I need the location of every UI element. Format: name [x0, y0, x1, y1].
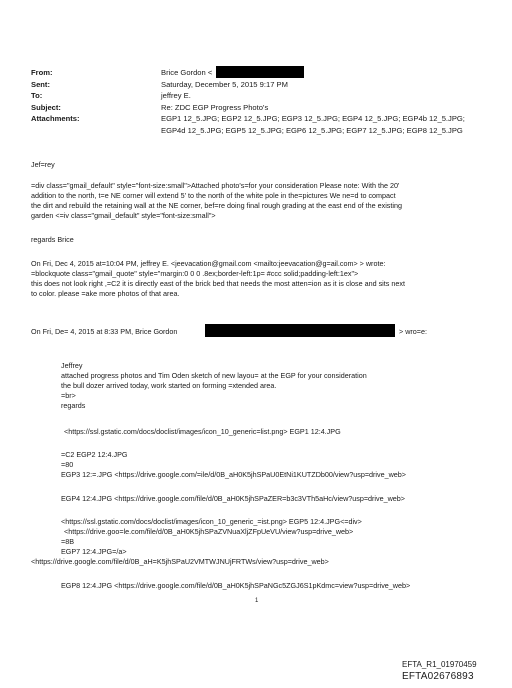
reference-id: EFTA02676893 [402, 671, 474, 682]
attachment-link-line: <https://ssl.gstatic.com/docs/doclist/images/icon_10_generic_=ist.png> EGP5 12:4.JPG<=div> [61, 517, 362, 526]
attachment-link-line: <https://ssl.gstatic.com/docs/doclist/images/icon_10_generic=list.png> EGP1 12:4.JPG [64, 427, 341, 436]
attachments-label: Attachments: [31, 114, 80, 123]
reference-id: EFTA_R1_01970459 [402, 660, 477, 669]
attachment-link-line: =C2 EGP2 12:4.JPG [61, 450, 128, 459]
quote1-line: to color. please =ake more photos of that area. [31, 289, 180, 298]
inner-line: the bull dozer arrived today, work started on forming =xtended area. [61, 381, 277, 390]
attachment-link-line: <https://drive.google.com/file/d/0B_aH=K5jhSPaU2VMTWJNUjFRTWs/view?usp=drive_web> [31, 557, 329, 566]
subject-label: Subject: [31, 103, 61, 112]
attachment-link-line: EGP3 12:=.JPG <https://drive.google.com/=ile/d/0B_aH0K5jhSPaU0EtNi1KUTZDb00/view?usp=drive_web> [61, 470, 406, 479]
from-value: Brice Gordon < [161, 68, 213, 77]
inner-line: attached progress photos and Tim Oden sketch of new layou= at the EGP for your consideration [61, 371, 367, 380]
to-label: To: [31, 91, 43, 100]
para1-line: the dirt and rebuild the retaining wall at the NE corner, bef=re doing final rough grading at the east end of the existing [31, 201, 402, 210]
from-label: From: [31, 68, 53, 77]
quote2-line: On Fri, De= 4, 2015 at 8:33 PM, Brice Gordon [31, 327, 178, 336]
attachments-line-2: EGP4d 12_5.JPG; EGP5 12_5.JPG; EGP6 12_5.JPG; EGP7 12_5.JPG; EGP8 12_5.JPG [161, 126, 463, 135]
attachment-link-line: EGP8 12:4.JPG <https://drive.google.com/file/d/0B_aH0K5jhSPaNGc5ZGJ6S1pKdmc=view?usp=drive_web> [61, 581, 411, 590]
signoff: regards Brice [31, 235, 74, 244]
inner-line: =br> [61, 391, 76, 400]
redaction-box [205, 324, 395, 337]
para1-line: addition to the north, t=e NE corner will extend 5' to the north of the white pole in the=pictures We ne=d to compact [31, 191, 396, 200]
subject-value: Re: ZDC EGP Progress Photo's [161, 103, 269, 112]
quote1-line: this does not look right ,=C2 it is directly east of the brick bed that needs the most atten=ion as it is close and sits next [31, 279, 405, 288]
page-number: 1 [255, 598, 259, 604]
inner-line: regards [61, 401, 86, 410]
attachment-link-line: =80 [61, 460, 74, 469]
attachment-link-line: =8B [61, 537, 74, 546]
quote1-line: =blockquote class="gmail_quote" style="margin:0 0 0 .8ex;border-left:1p= #ccc solid;padding-left:1ex"> [31, 269, 359, 278]
attachments-line-1: EGP1 12_5.JPG; EGP2 12_5.JPG; EGP3 12_5.JPG; EGP4 12_5.JPG; EGP4b 12_5.JPG; [161, 114, 465, 123]
sent-label: Sent: [31, 80, 50, 89]
para1-line: =div class="gmail_default" style="font-size:small">Attached photo's=for your consideration Please note: With the 20' [31, 181, 400, 190]
para1-line: garden <=iv class="gmail_default" style="font-size:small"> [31, 211, 216, 220]
quote2-suffix: > wro=e: [399, 327, 427, 336]
inner-line: Jeffrey [61, 361, 83, 370]
quote1-line: On Fri, Dec 4, 2015 at=10:04 PM, jeffrey E. <jeevacation@gmail.com <mailto:jeevacation@g=ail.com> > wrote: [31, 259, 386, 268]
attachment-link-line: EGP7 12:4.JPG=/a> [61, 547, 127, 556]
greeting: Jef=rey [31, 160, 55, 169]
attachment-link-line: <https://drive.goo=le.com/file/d/0B_aH0K5jhSPaZVNuaXljZFpUeVU/view?usp=drive_web> [64, 527, 354, 536]
attachment-link-line: EGP4 12:4.JPG <https://drive.google.com/file/d/0B_aH0K5jhSPaZER=b3c3VTh5aHc/view?usp=drive_web> [61, 494, 405, 503]
sent-value: Saturday, December 5, 2015 9:17 PM [161, 80, 288, 89]
redaction-box [216, 66, 304, 78]
to-value: jeffrey E. [161, 91, 191, 100]
